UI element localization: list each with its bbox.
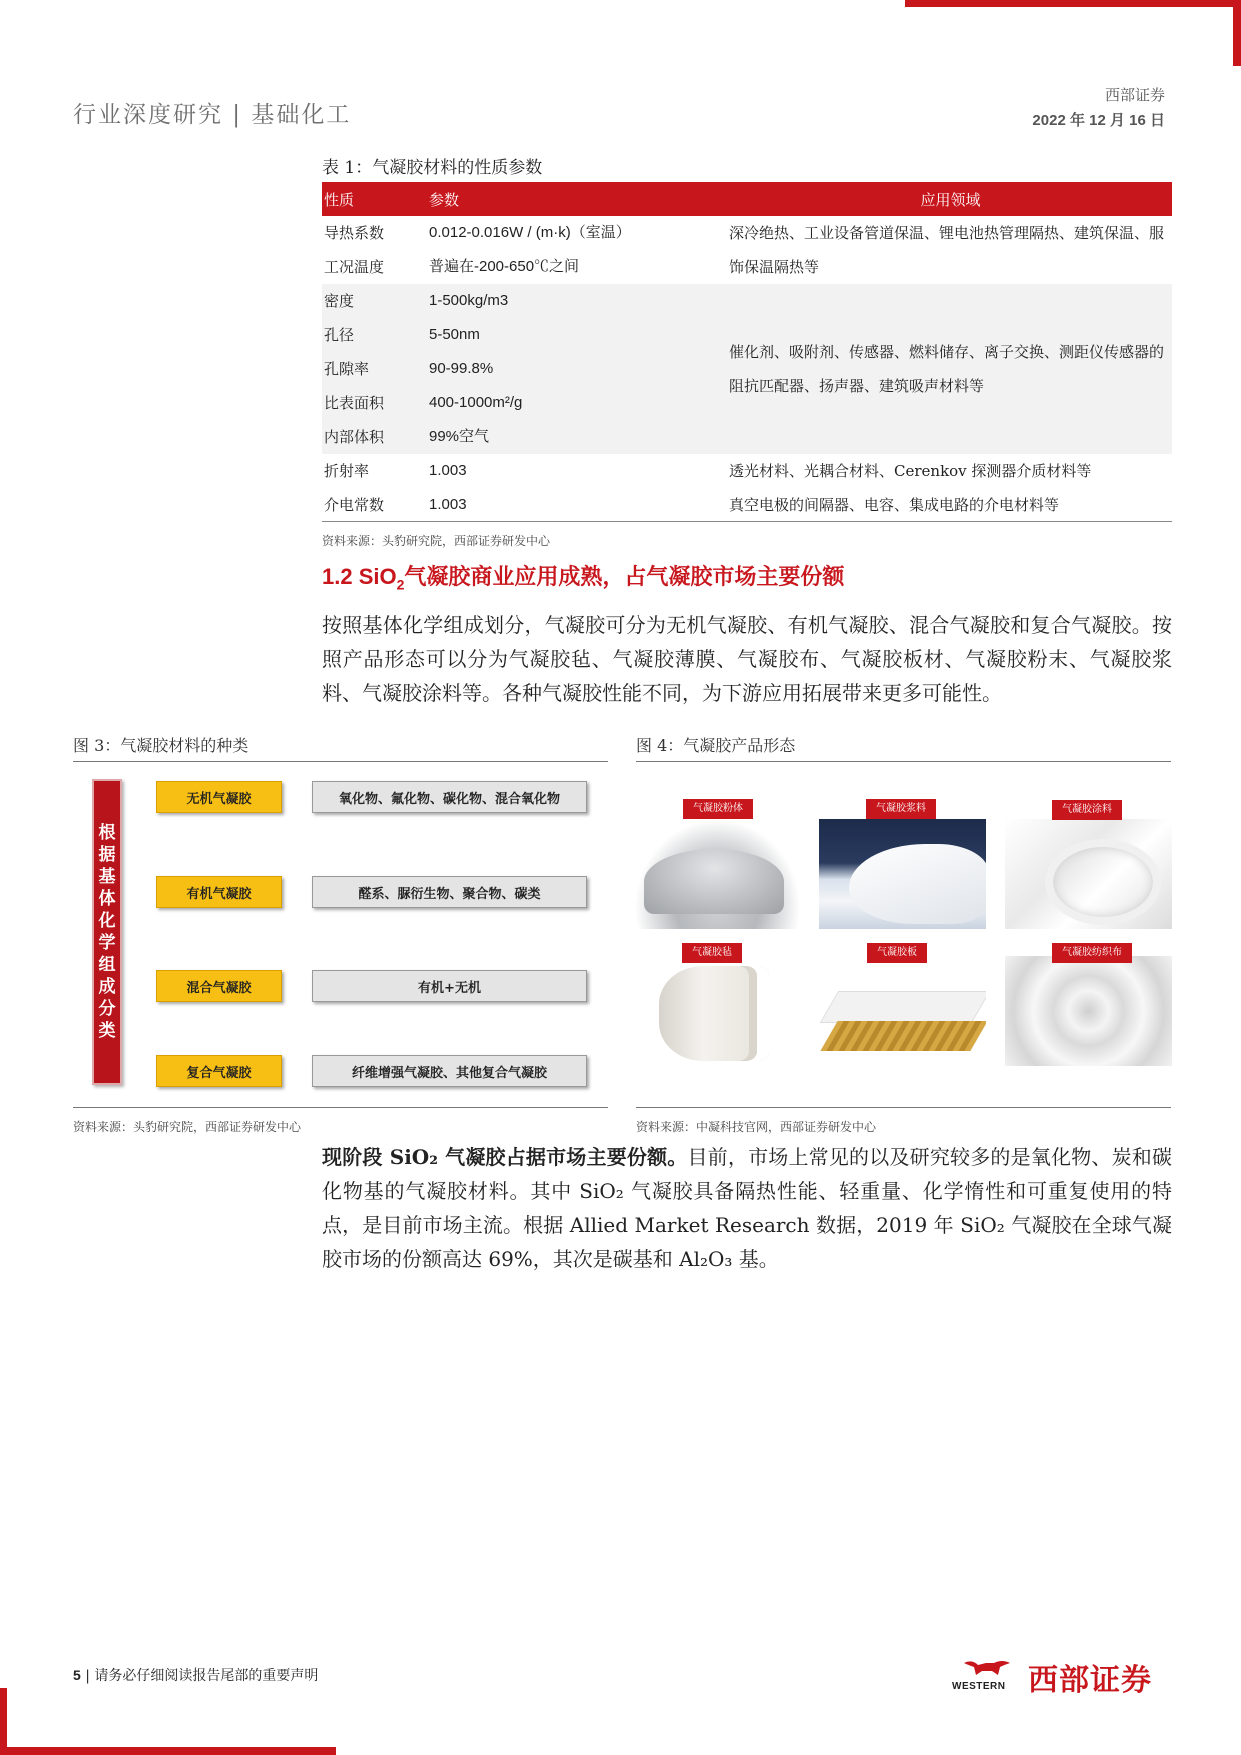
- application-cell: 透光材料、光耦合材料、Cerenkov 探测器介质材料等: [729, 462, 1092, 480]
- parameter-cell: 1.003: [429, 496, 467, 513]
- aerogel-type-box: 复合气凝胶: [156, 1055, 282, 1087]
- aerogel-detail-box: 氧化物、氟化物、碳化物、混合氧化物: [312, 781, 587, 813]
- classification-side-label: [92, 779, 122, 1085]
- product-tag: 气凝胶涂料: [1052, 800, 1122, 820]
- side-label-text: 根据基体化学组成分类: [98, 823, 116, 1041]
- parameter-cell: 0.012-0.016W / (m·k)（室温）: [429, 224, 631, 241]
- corner-decoration-bottom-left-v: [0, 1688, 7, 1755]
- property-cell: 密度: [324, 292, 355, 310]
- property-cell: 折射率: [324, 462, 370, 480]
- figure4-bottom-rule: [636, 1107, 1171, 1108]
- parameter-cell: 99%空气: [429, 428, 490, 445]
- application-cell: 真空电极的间隔器、电容、集成电路的介电材料等: [729, 496, 1060, 514]
- property-cell: 导热系数: [324, 224, 385, 242]
- figure3-caption: 图 3：气凝胶材料的种类: [73, 736, 249, 755]
- body-paragraph: 按照基体化学组成划分，气凝胶可分为无机气凝胶、有机气凝胶、混合气凝胶和复合气凝胶。按照产品形态可以分为气凝胶毡、气凝胶薄膜、气凝胶布、气凝胶板材、气凝胶粉末、气凝胶浆料、气凝胶涂料等。各种气凝胶性能不同，为下游应用拓展带来更多可能性。: [322, 613, 1172, 705]
- table-source-note: 资料来源：头豹研究院，西部证券研发中心: [322, 534, 551, 548]
- body-paragraph: [322, 1140, 1172, 1276]
- section-heading: [322, 560, 844, 592]
- aerogel-fabric-photo: [1005, 956, 1172, 1066]
- report-category-title: 行业深度研究 | 基础化工: [73, 102, 352, 128]
- header-company: 西部证券: [1104, 86, 1165, 104]
- application-cell: 催化剂、吸附剂、传感器、燃料储存、离子交换、测距仪传感器的阻抗匹配器、扬声器、建筑吸声材料等: [727, 284, 1172, 454]
- header-date: 2022 年 12 月 16 日: [1032, 112, 1165, 129]
- aerogel-detail-box: 有机+无机: [312, 970, 587, 1002]
- aerogel-board-photo: [819, 956, 986, 1066]
- table-row: [322, 454, 1172, 522]
- product-tag: 气凝胶纺织布: [1052, 943, 1132, 963]
- aerogel-type-box: 无机气凝胶: [156, 781, 282, 813]
- logo-chinese: 西部证券: [1028, 1663, 1152, 1698]
- footer-notice: 5 | 请务必仔细阅读报告尾部的重要声明: [73, 1667, 319, 1684]
- figure3-source-note: 资料来源：头豹研究院，西部证券研发中心: [73, 1120, 302, 1134]
- parameter-cell: 90-99.8%: [429, 360, 494, 377]
- property-cell: 介电常数: [324, 496, 385, 514]
- paragraph-lead: 现阶段 SiO₂ 气凝胶占据市场主要份额。: [322, 1145, 688, 1169]
- aerogel-detail-box: 纤维增强气凝胶、其他复合气凝胶: [312, 1055, 587, 1087]
- disclaimer-text: 请务必仔细阅读报告尾部的重要声明: [94, 1668, 319, 1684]
- product-tag: 气凝胶毡: [682, 943, 742, 963]
- properties-table: [322, 182, 1172, 522]
- aerogel-felt-photo: [634, 956, 801, 1066]
- figure4-caption: 图 4：气凝胶产品形态: [636, 736, 796, 755]
- corner-decoration-top-right-v: [1233, 0, 1241, 66]
- logo-english: WESTERN: [952, 1681, 1006, 1692]
- aerogel-detail-box: 醛系、脲衍生物、聚合物、碳类: [312, 876, 587, 908]
- aerogel-powder-photo: [634, 819, 801, 929]
- product-tag: 气凝胶浆料: [866, 799, 936, 819]
- column-header-parameter: 参数: [427, 182, 727, 216]
- bull-logo-icon: [962, 1657, 1012, 1679]
- application-cell: 深冷绝热、工业设备管道保温、锂电池热管理隔热、建筑保温、服饰保温隔热等: [727, 216, 1172, 284]
- paragraph-body: 目前，市场上常见的以及研究较多的是氧化物、炭和碳化物基的气凝胶材料。其中 SiO₂ 气凝胶具备隔热性能、轻重量、化学惰性和可重复使用的特点，是目前市场主流。根据 Allied Market Research 数据，2019 年 SiO₂ 气凝胶在全球气凝胶市场的份额高达 69%，其次是碳基和 Al₂O₃ 基。: [322, 1145, 1172, 1271]
- figure3-top-rule: [73, 761, 608, 762]
- table-bottom-rule: [322, 521, 1172, 522]
- parameter-cell: 400-1000m²/g: [429, 394, 523, 411]
- corner-decoration-top-right-h: [905, 0, 1241, 7]
- heading-prefix: 1.2 SiO: [322, 564, 397, 589]
- company-logo: [952, 1655, 1152, 1699]
- figure4-source-note: 资料来源：中凝科技官网，西部证券研发中心: [636, 1120, 877, 1134]
- product-tag: 气凝胶板: [867, 943, 927, 963]
- aerogel-coating-photo: [1005, 819, 1172, 929]
- logo-mark: [952, 1657, 1022, 1697]
- column-header-property: 性质: [322, 182, 427, 216]
- table-row: [322, 284, 1172, 454]
- property-cell: 工况温度: [324, 258, 385, 276]
- aerogel-type-box: 混合气凝胶: [156, 970, 282, 1002]
- property-cell: 内部体积: [324, 428, 385, 446]
- figure3-bottom-rule: [73, 1107, 608, 1108]
- heading-suffix: 气凝胶商业应用成熟，占气凝胶市场主要份额: [404, 564, 845, 589]
- parameter-cell: 1.003: [429, 462, 467, 479]
- figure4-top-rule: [636, 761, 1171, 762]
- page-number: 5: [73, 1667, 81, 1683]
- table-row: [322, 216, 1172, 284]
- property-cell: 孔隙率: [324, 360, 370, 378]
- product-tag: 气凝胶粉体: [683, 799, 753, 819]
- corner-decoration-bottom-left-h: [0, 1747, 336, 1755]
- property-cell: 孔径: [324, 326, 355, 344]
- parameter-cell: 普遍在-200-650℃之间: [429, 258, 580, 275]
- parameter-cell: 1-500kg/m3: [429, 292, 509, 309]
- heading-subscript: 2: [396, 576, 405, 593]
- property-cell: 比表面积: [324, 394, 385, 412]
- table-header-row: [322, 182, 1172, 216]
- header-right: [1032, 84, 1165, 130]
- table-caption: 表 1：气凝胶材料的性质参数: [322, 158, 543, 178]
- parameter-cell: 5-50nm: [429, 326, 480, 343]
- aerogel-slurry-photo: [819, 819, 986, 929]
- aerogel-type-box: 有机气凝胶: [156, 876, 282, 908]
- column-header-application: 应用领域: [727, 182, 1172, 216]
